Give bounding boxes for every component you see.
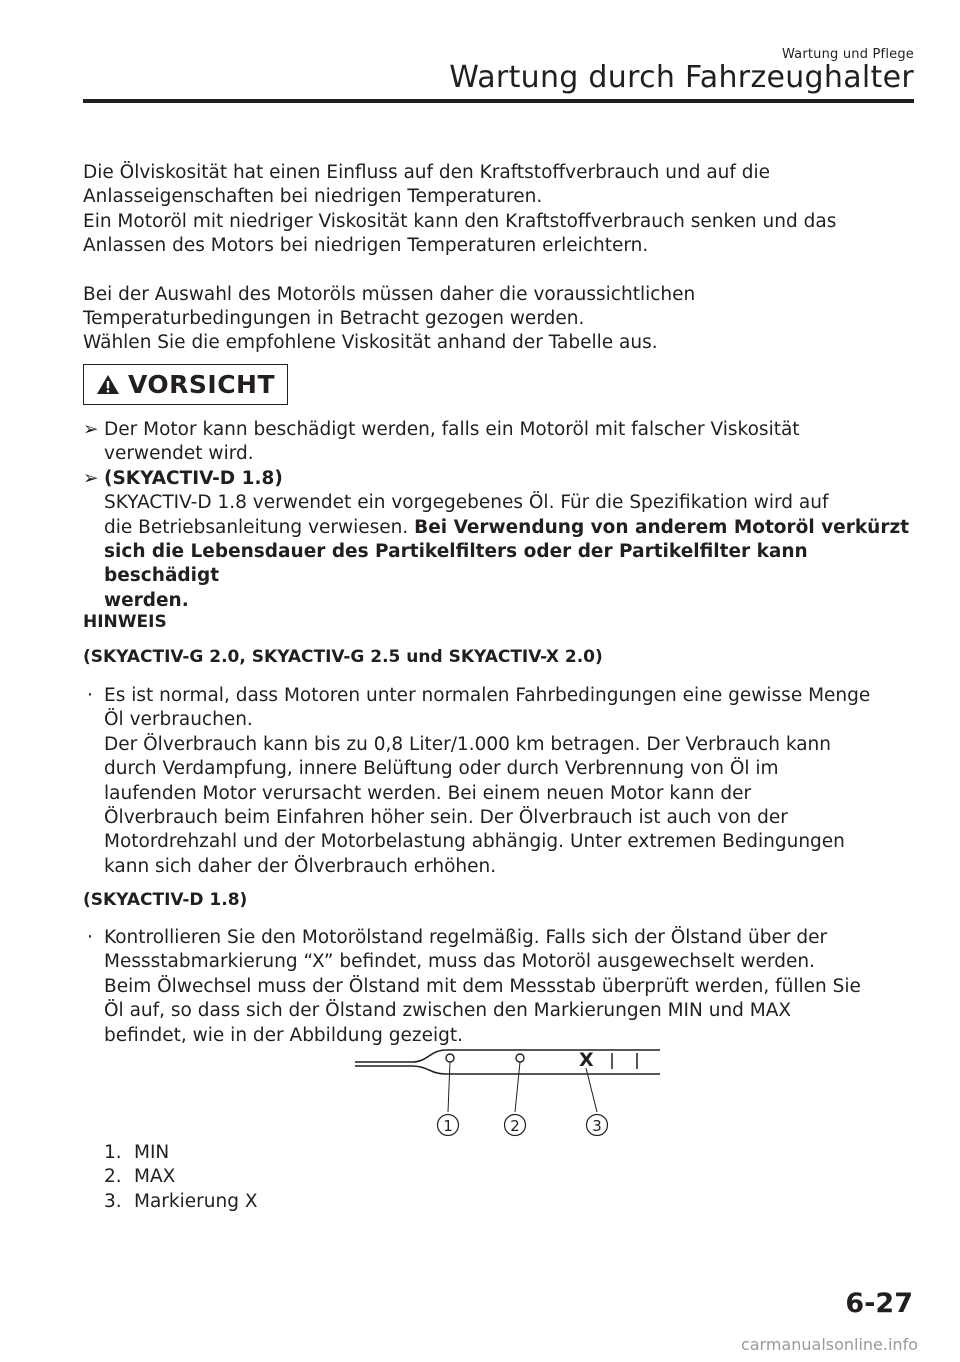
note-label: HINWEIS bbox=[83, 612, 167, 632]
intro-line: Ein Motoröl mit niedriger Viskosität kann den Kraftstoffverbrauch senken und das bbox=[83, 210, 837, 232]
legend-item bbox=[104, 1141, 504, 1165]
caution-list bbox=[83, 418, 923, 613]
legend-number: 2. bbox=[104, 1166, 122, 1188]
section-label: Wartung und Pflege bbox=[781, 47, 914, 62]
watermark-text: carmanualsonline.info bbox=[740, 1335, 918, 1354]
max-mark bbox=[516, 1054, 524, 1062]
intro-line: Die Ölviskosität hat einen Einfluss auf den Kraftstoffverbrauch und auf die bbox=[83, 162, 771, 183]
note-group-1 bbox=[83, 684, 923, 879]
dot-bullet-icon: · bbox=[87, 685, 93, 706]
note-line: laufenden Motor verursacht werden. Bei einem neuen Motor kann der bbox=[104, 782, 752, 804]
note-line: Es ist normal, dass Motoren unter normalen Fahrbedingungen eine gewisse Menge bbox=[104, 685, 871, 706]
legend-number: 3. bbox=[104, 1190, 122, 1212]
caution-emphasis-line: werden. bbox=[104, 589, 189, 611]
note-line: Öl auf, so dass sich der Ölstand zwischen den Markierungen MIN und MAX bbox=[104, 1000, 792, 1022]
caution-box bbox=[83, 364, 288, 405]
arrow-bullet-icon: ➢ bbox=[83, 419, 99, 440]
note-line: Messstabmarkierung “X” befindet, muss das Motoröl ausgewechselt werden. bbox=[104, 951, 815, 973]
caution-line: verwendet wird. bbox=[104, 443, 254, 465]
caution-emphasis: Bei Verwendung von anderem Motoröl verkürzt bbox=[414, 516, 910, 538]
caution-item bbox=[83, 418, 923, 467]
note-group-heading: (SKYACTIV-G 2.0, SKYACTIV-G 2.5 und SKYACTIV-X 2.0) bbox=[83, 647, 603, 667]
header-rule bbox=[83, 99, 914, 103]
legend-item bbox=[104, 1190, 504, 1214]
note-line: Der Ölverbrauch kann bis zu 0,8 Liter/1.000 km betragen. Der Verbrauch kann bbox=[104, 733, 832, 755]
callout-leader bbox=[515, 1062, 520, 1112]
min-mark bbox=[446, 1054, 454, 1062]
note-line: Beim Ölwechsel muss der Ölstand mit dem Messstab überprüft werden, füllen Sie bbox=[104, 975, 861, 997]
page-number: 6-27 bbox=[845, 1288, 913, 1319]
note-line: durch Verdampfung, innere Belüftung oder durch Verbrennung von Öl im bbox=[104, 758, 779, 780]
note-line: kann sich daher der Ölverbrauch erhöhen. bbox=[104, 855, 497, 877]
caution-label: VORSICHT bbox=[127, 370, 276, 399]
dipstick-lower-edge bbox=[355, 1066, 660, 1074]
caution-line: SKYACTIV-D 1.8 verwendet ein vorgegebenes Öl. Für die Spezifikation wird auf bbox=[104, 492, 829, 514]
note-line: Öl verbrauchen. bbox=[104, 709, 253, 731]
note-item bbox=[83, 926, 923, 1048]
intro-line: Wählen Sie die empfohlene Viskosität anhand der Tabelle aus. bbox=[83, 332, 658, 354]
legend-item bbox=[104, 1165, 504, 1189]
legend-text: MIN bbox=[134, 1142, 170, 1163]
note-group-2 bbox=[83, 926, 923, 1048]
dipstick-upper-edge bbox=[355, 1050, 660, 1062]
caution-line: Der Motor kann beschädigt werden, falls ein Motoröl mit falscher Viskosität bbox=[104, 419, 800, 440]
dipstick-figure bbox=[350, 1040, 670, 1145]
callout-leader bbox=[448, 1062, 450, 1112]
legend-text: MAX bbox=[134, 1166, 176, 1188]
callout-number: 3 bbox=[592, 1117, 602, 1135]
note-line: Ölverbrauch beim Einfahren höher sein. Der Ölverbrauch ist auch von der bbox=[104, 807, 788, 829]
page-title: Wartung durch Fahrzeughalter bbox=[449, 60, 914, 95]
legend-text: Markierung X bbox=[134, 1190, 258, 1212]
caution-emphasis-line: sich die Lebensdauer des Partikelfilters oder der Partikelfilter kann beschädigt bbox=[104, 541, 808, 587]
dot-bullet-icon: · bbox=[87, 927, 93, 948]
note-item bbox=[83, 684, 923, 879]
note-line: Motordrehzahl und der Motorbelastung abhängig. Unter extremen Bedingungen bbox=[104, 831, 845, 853]
legend-number: 1. bbox=[104, 1142, 122, 1163]
caution-item-heading: (SKYACTIV-D 1.8) bbox=[104, 467, 283, 489]
intro-line: Anlassen des Motors bei niedrigen Temperaturen erleichtern. bbox=[83, 235, 649, 257]
warning-triangle-icon bbox=[96, 374, 120, 395]
intro-line: Temperaturbedingungen in Betracht gezogen werden. bbox=[83, 308, 585, 330]
caution-text: die Betriebsanleitung verwiesen. bbox=[104, 516, 415, 538]
intro-line: Bei der Auswahl des Motoröls müssen daher die voraussichtlichen bbox=[83, 283, 696, 305]
caution-item bbox=[83, 467, 923, 613]
callout-number: 1 bbox=[443, 1117, 453, 1135]
arrow-bullet-icon: ➢ bbox=[83, 467, 99, 489]
intro-line: Anlasseigenschaften bei niedrigen Temperaturen. bbox=[83, 186, 543, 208]
x-mark-label: X bbox=[579, 1049, 594, 1071]
note-group-heading: (SKYACTIV-D 1.8) bbox=[83, 890, 248, 910]
note-line: befindet, wie in der Abbildung gezeigt. bbox=[104, 1024, 464, 1046]
callout-number: 2 bbox=[510, 1117, 520, 1135]
intro-text bbox=[83, 161, 923, 356]
note-line: Kontrollieren Sie den Motorölstand regelmäßig. Falls sich der Ölstand über der bbox=[104, 927, 828, 948]
figure-legend bbox=[104, 1141, 504, 1214]
caution-line bbox=[104, 516, 923, 540]
